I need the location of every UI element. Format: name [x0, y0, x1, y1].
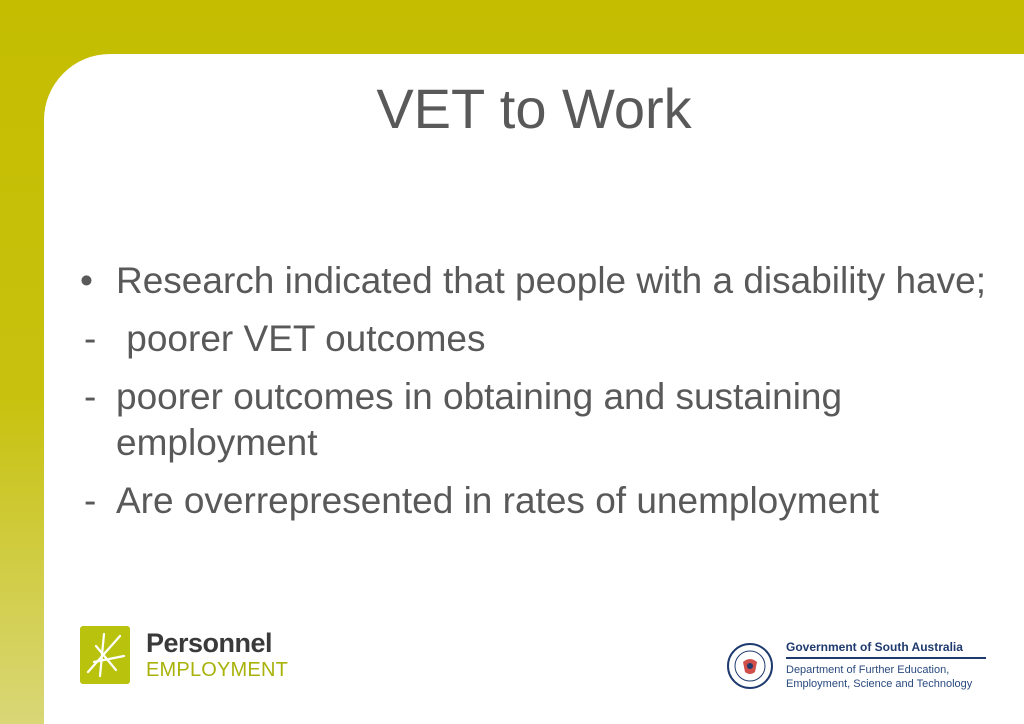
pe-logo-sub: EMPLOYMENT [146, 659, 289, 681]
list-item [78, 374, 998, 466]
bullet-marker: • [80, 260, 93, 301]
government-sa-logo [726, 640, 986, 691]
seal-icon [726, 642, 774, 690]
gov-dept-line1: Department of Further Education, [786, 664, 950, 676]
gov-dept-line2: Employment, Science and Technology [786, 678, 973, 690]
list-item [78, 258, 998, 304]
list-item-text: poorer outcomes in obtaining and sustaining employment [116, 376, 843, 463]
list-item [78, 316, 998, 362]
slide-title: VET to Work [376, 77, 692, 140]
pe-logo-icon [80, 626, 130, 684]
pe-logo-text [146, 630, 288, 680]
dash-marker: - [84, 318, 97, 359]
pe-logo-name: Personnel [146, 628, 273, 658]
list-item-text: Are overrepresented in rates of unemployment [116, 480, 880, 521]
dash-marker: - [84, 480, 97, 521]
dash-marker: - [84, 376, 97, 417]
gov-logo-text [786, 640, 986, 691]
personnel-employment-logo [80, 626, 288, 684]
list-item-text: Research indicated that people with a disability have; [116, 260, 987, 301]
list-item [78, 478, 998, 524]
slide-body [78, 258, 998, 536]
gov-title: Government of South Australia [786, 640, 986, 659]
list-item-text: poorer VET outcomes [116, 318, 486, 359]
